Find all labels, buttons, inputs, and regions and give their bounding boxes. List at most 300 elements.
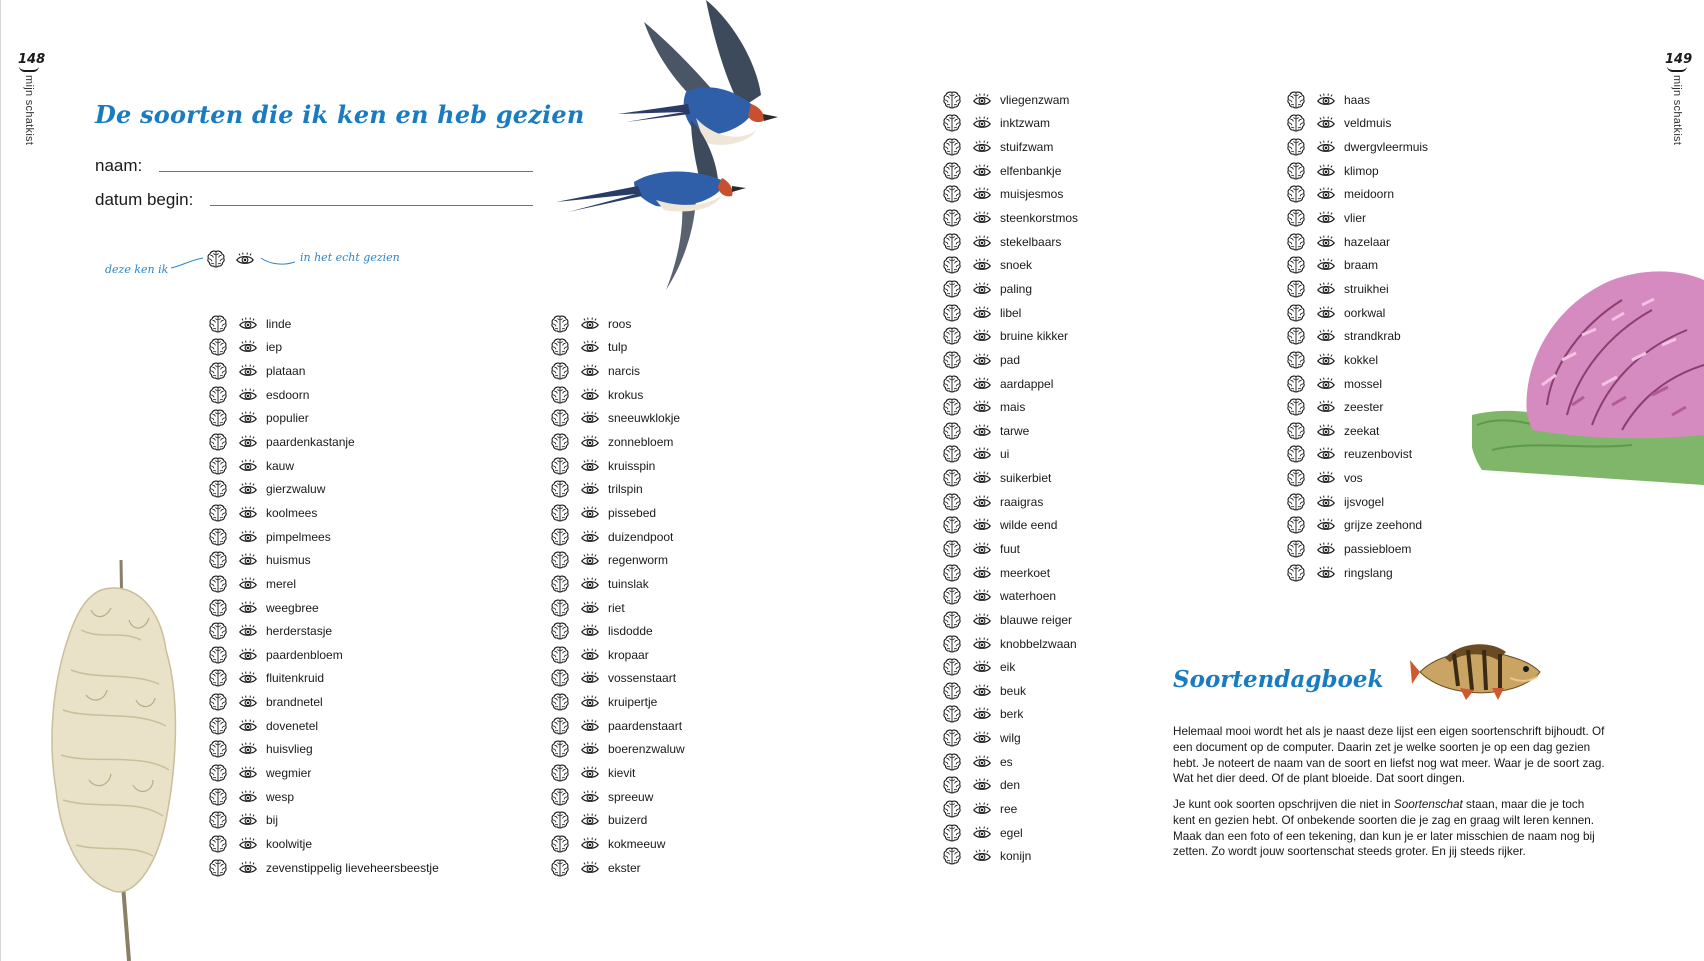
eye-icon[interactable]: [1316, 397, 1336, 417]
brain-icon[interactable]: [550, 361, 570, 381]
eye-icon[interactable]: [972, 752, 992, 772]
cottongrass-illustration: [41, 560, 191, 961]
brain-icon[interactable]: [208, 645, 228, 665]
brain-icon[interactable]: [942, 539, 962, 559]
eye-icon[interactable]: [972, 539, 992, 559]
brain-icon[interactable]: [208, 621, 228, 641]
eye-icon[interactable]: [238, 692, 258, 712]
eye-icon[interactable]: [580, 763, 600, 783]
diary-paragraph-2: [1173, 797, 1608, 860]
brain-icon[interactable]: [942, 586, 962, 606]
brain-icon[interactable]: [208, 858, 228, 878]
species-row: [550, 738, 685, 762]
eye-icon[interactable]: [1316, 421, 1336, 441]
species-row: [942, 301, 1078, 325]
eye-icon[interactable]: [1316, 137, 1336, 157]
brain-icon[interactable]: [1286, 421, 1306, 441]
brain-icon[interactable]: [1286, 161, 1306, 181]
species-name: esdoorn: [266, 387, 310, 402]
species-name: ekster: [608, 860, 641, 875]
brain-icon[interactable]: [550, 858, 570, 878]
species-name: oorkwal: [1344, 305, 1386, 320]
eye-icon[interactable]: [972, 208, 992, 228]
species-list-column-1: [208, 312, 439, 879]
eye-icon[interactable]: [1316, 232, 1336, 252]
eye-icon[interactable]: [1316, 161, 1336, 181]
brain-icon[interactable]: [942, 161, 962, 181]
species-name: paardenstaart: [608, 718, 683, 733]
species-name: huismus: [266, 553, 311, 568]
eye-icon[interactable]: [580, 432, 600, 452]
brain-icon[interactable]: [208, 716, 228, 736]
eye-icon[interactable]: [972, 184, 992, 204]
brain-icon[interactable]: [550, 716, 570, 736]
eye-icon[interactable]: [972, 823, 992, 843]
eye-icon[interactable]: [972, 468, 992, 488]
species-name: stekelbaars: [1000, 234, 1062, 249]
species-name: ree: [1000, 802, 1018, 817]
species-row: [208, 359, 439, 383]
species-name: klimop: [1344, 163, 1379, 178]
brain-icon[interactable]: [1286, 208, 1306, 228]
brain-icon[interactable]: [942, 610, 962, 630]
eye-icon[interactable]: [238, 834, 258, 854]
eye-icon[interactable]: [238, 787, 258, 807]
brain-icon[interactable]: [1286, 184, 1306, 204]
eye-icon[interactable]: [238, 621, 258, 641]
species-name: regenworm: [608, 553, 669, 568]
species-row: [942, 253, 1078, 277]
eye-icon[interactable]: [972, 775, 992, 795]
brain-icon[interactable]: [550, 527, 570, 547]
species-row: [208, 619, 439, 643]
eye-icon[interactable]: [238, 408, 258, 428]
eye-icon[interactable]: [580, 337, 600, 357]
brain-icon[interactable]: [550, 503, 570, 523]
eye-icon[interactable]: [580, 668, 600, 688]
legend-know-label: deze ken ik: [105, 263, 169, 276]
brain-icon[interactable]: [942, 279, 962, 299]
brain-icon[interactable]: [550, 574, 570, 594]
species-row: [942, 490, 1078, 514]
species-row: [942, 845, 1078, 869]
eye-icon[interactable]: [238, 716, 258, 736]
eye-icon[interactable]: [238, 598, 258, 618]
species-row: [942, 821, 1078, 845]
species-name: strandkrab: [1344, 329, 1401, 344]
brain-icon[interactable]: [550, 645, 570, 665]
eye-icon[interactable]: [238, 361, 258, 381]
brain-icon[interactable]: [550, 810, 570, 830]
eye-icon[interactable]: [972, 161, 992, 181]
eye-icon[interactable]: [972, 444, 992, 464]
eye-icon[interactable]: [972, 610, 992, 630]
species-name: steenkorstmos: [1000, 211, 1079, 226]
species-name: zeester: [1344, 400, 1384, 415]
eye-icon[interactable]: [238, 503, 258, 523]
eye-icon[interactable]: [972, 799, 992, 819]
name-field[interactable]: [159, 171, 533, 172]
brain-icon[interactable]: [550, 385, 570, 405]
species-row: [1286, 561, 1428, 585]
eye-icon[interactable]: [580, 456, 600, 476]
brain-icon[interactable]: [942, 137, 962, 157]
brain-icon[interactable]: [1286, 137, 1306, 157]
eye-icon[interactable]: [1316, 444, 1336, 464]
species-name: ui: [1000, 447, 1010, 462]
eye-icon[interactable]: [972, 255, 992, 275]
brain-icon[interactable]: [1286, 90, 1306, 110]
species-name: snoek: [1000, 258, 1033, 273]
brain-icon[interactable]: [208, 527, 228, 547]
brain-icon[interactable]: [550, 834, 570, 854]
brain-icon[interactable]: [942, 397, 962, 417]
diary-paragraph-2-after: staan, maar die je toch kent en gezien hebt. Of onbekende soorten die je zag en graag wilt leren kennen. Maak dan een foto of een tekening, dan kun je er later misschien de naam nog bij zetten. Zo wordt jouw soortenschat steeds groter. En jij steeds rijker.: [1173, 798, 1595, 859]
brain-icon[interactable]: [942, 846, 962, 866]
species-name: pimpelmees: [266, 529, 331, 544]
brain-icon[interactable]: [942, 326, 962, 346]
eye-icon[interactable]: [972, 113, 992, 133]
brain-icon[interactable]: [942, 90, 962, 110]
eye-icon[interactable]: [1316, 350, 1336, 370]
eye-icon[interactable]: [580, 385, 600, 405]
brain-icon[interactable]: [1286, 350, 1306, 370]
brain-icon[interactable]: [208, 574, 228, 594]
species-name: lisdodde: [608, 624, 653, 639]
brain-icon[interactable]: [208, 432, 228, 452]
eye-icon[interactable]: [238, 810, 258, 830]
brain-icon[interactable]: [1286, 515, 1306, 535]
eye-icon[interactable]: [972, 563, 992, 583]
eye-icon[interactable]: [580, 550, 600, 570]
brain-icon[interactable]: [208, 408, 228, 428]
eye-icon[interactable]: [580, 787, 600, 807]
brain-icon[interactable]: [942, 823, 962, 843]
brain-icon[interactable]: [550, 763, 570, 783]
eye-icon[interactable]: [238, 739, 258, 759]
brain-icon[interactable]: [942, 657, 962, 677]
eye-icon[interactable]: [1316, 184, 1336, 204]
eye-icon[interactable]: [972, 397, 992, 417]
species-name: suikerbiet: [1000, 471, 1052, 486]
species-row: [942, 584, 1078, 608]
diary-paragraph-2-before: Je kunt ook soorten opschrijven die niet in: [1173, 798, 1394, 811]
brain-icon[interactable]: [1286, 374, 1306, 394]
species-row: [208, 808, 439, 832]
eye-icon[interactable]: [972, 586, 992, 606]
brain-icon[interactable]: [942, 775, 962, 795]
eye-icon[interactable]: [1316, 563, 1336, 583]
species-row: [942, 561, 1078, 585]
eye-icon[interactable]: [972, 90, 992, 110]
species-name: kruipertje: [608, 695, 658, 710]
eye-icon[interactable]: [972, 137, 992, 157]
brain-icon[interactable]: [550, 314, 570, 334]
eye-icon[interactable]: [972, 846, 992, 866]
eye-icon[interactable]: [1316, 208, 1336, 228]
brain-icon[interactable]: [208, 787, 228, 807]
brain-icon[interactable]: [208, 503, 228, 523]
species-row: [942, 159, 1078, 183]
species-name: inktzwam: [1000, 116, 1051, 131]
eye-icon[interactable]: [580, 621, 600, 641]
species-row: [550, 359, 685, 383]
species-row: [208, 548, 439, 572]
brain-icon[interactable]: [208, 810, 228, 830]
eye-icon[interactable]: [238, 574, 258, 594]
brain-icon[interactable]: [942, 350, 962, 370]
species-row: [1286, 372, 1428, 396]
species-name: vossenstaart: [608, 671, 677, 686]
eye-icon[interactable]: [972, 279, 992, 299]
eye-icon[interactable]: [972, 657, 992, 677]
eye-icon[interactable]: [580, 645, 600, 665]
eye-icon[interactable]: [1316, 279, 1336, 299]
brain-icon[interactable]: [550, 621, 570, 641]
eye-icon[interactable]: [1316, 515, 1336, 535]
eye-icon[interactable]: [1316, 374, 1336, 394]
brain-icon[interactable]: [208, 385, 228, 405]
brain-icon[interactable]: [550, 787, 570, 807]
eye-icon[interactable]: [580, 716, 600, 736]
brain-icon[interactable]: [1286, 468, 1306, 488]
eye-icon[interactable]: [1316, 539, 1336, 559]
species-name: zonnebloem: [608, 435, 674, 450]
eye-icon[interactable]: [238, 668, 258, 688]
start-date-field[interactable]: [210, 205, 533, 206]
brain-icon[interactable]: [1286, 255, 1306, 275]
eye-icon[interactable]: [1316, 326, 1336, 346]
brain-icon[interactable]: [942, 728, 962, 748]
eye-icon[interactable]: [580, 574, 600, 594]
brain-icon[interactable]: [942, 113, 962, 133]
brain-icon[interactable]: [942, 184, 962, 204]
eye-icon[interactable]: [972, 681, 992, 701]
brain-icon[interactable]: [942, 563, 962, 583]
eye-icon[interactable]: [580, 479, 600, 499]
eye-icon[interactable]: [580, 834, 600, 854]
eye-icon[interactable]: [580, 810, 600, 830]
species-row: [550, 430, 685, 454]
species-name: ijsvogel: [1344, 494, 1385, 509]
brain-icon[interactable]: [1286, 539, 1306, 559]
eye-icon[interactable]: [972, 634, 992, 654]
brain-icon[interactable]: [1286, 563, 1306, 583]
eye-icon[interactable]: [238, 385, 258, 405]
brain-icon[interactable]: [550, 479, 570, 499]
species-row: [942, 750, 1078, 774]
species-row: [208, 312, 439, 336]
species-name: duizendpoot: [608, 529, 674, 544]
species-name: fluitenkruid: [266, 671, 325, 686]
species-row: [1286, 206, 1428, 230]
species-row: [208, 525, 439, 549]
species-row: [550, 572, 685, 596]
species-name: beuk: [1000, 683, 1027, 698]
species-row: [550, 336, 685, 360]
eye-icon[interactable]: [580, 503, 600, 523]
eye-icon: [235, 249, 255, 269]
brain-icon[interactable]: [550, 668, 570, 688]
species-name: koolwitje: [266, 836, 313, 851]
species-list-column-2: [550, 312, 685, 879]
brain-icon[interactable]: [942, 634, 962, 654]
species-row: [550, 501, 685, 525]
eye-icon[interactable]: [580, 314, 600, 334]
eye-icon[interactable]: [972, 232, 992, 252]
brain-icon[interactable]: [550, 598, 570, 618]
eye-icon[interactable]: [1316, 492, 1336, 512]
species-name: brandnetel: [266, 695, 323, 710]
eye-icon[interactable]: [580, 598, 600, 618]
species-name: riet: [608, 600, 625, 615]
brain-icon[interactable]: [942, 704, 962, 724]
brain-icon[interactable]: [208, 692, 228, 712]
brain-icon[interactable]: [942, 752, 962, 772]
brain-icon[interactable]: [942, 681, 962, 701]
brain-icon[interactable]: [208, 550, 228, 570]
brain-icon[interactable]: [942, 208, 962, 228]
eye-icon[interactable]: [972, 350, 992, 370]
species-name: paardenbloem: [266, 647, 343, 662]
brain-icon[interactable]: [550, 456, 570, 476]
species-name: elfenbankje: [1000, 163, 1062, 178]
brain-icon[interactable]: [550, 692, 570, 712]
eye-icon[interactable]: [1316, 90, 1336, 110]
brain-icon[interactable]: [208, 456, 228, 476]
species-row: [208, 738, 439, 762]
species-name: konijn: [1000, 849, 1032, 864]
species-row: [550, 856, 685, 880]
species-row: [1286, 490, 1428, 514]
brain-icon[interactable]: [208, 598, 228, 618]
brain-icon[interactable]: [942, 232, 962, 252]
brain-icon[interactable]: [942, 421, 962, 441]
species-name: blauwe reiger: [1000, 612, 1073, 627]
eye-icon[interactable]: [238, 337, 258, 357]
species-row: [942, 632, 1078, 656]
species-name: koolmees: [266, 505, 318, 520]
brain-icon[interactable]: [1286, 444, 1306, 464]
species-row: [550, 548, 685, 572]
brain-icon[interactable]: [942, 255, 962, 275]
eye-icon[interactable]: [580, 527, 600, 547]
eye-icon[interactable]: [238, 645, 258, 665]
eye-icon[interactable]: [238, 527, 258, 547]
species-name: bruine kikker: [1000, 329, 1069, 344]
brain-icon[interactable]: [208, 337, 228, 357]
brain-icon[interactable]: [1286, 326, 1306, 346]
eye-icon[interactable]: [972, 374, 992, 394]
species-name: waterhoen: [1000, 589, 1057, 604]
brain-icon[interactable]: [550, 550, 570, 570]
species-name: den: [1000, 778, 1021, 793]
brain-icon[interactable]: [208, 739, 228, 759]
eye-icon[interactable]: [238, 456, 258, 476]
brain-icon[interactable]: [208, 668, 228, 688]
species-row: [942, 774, 1078, 798]
species-row: [942, 679, 1078, 703]
eye-icon[interactable]: [972, 421, 992, 441]
brain-icon[interactable]: [208, 361, 228, 381]
species-name: zeekat: [1344, 423, 1380, 438]
species-row: [1286, 324, 1428, 348]
brain-icon[interactable]: [550, 739, 570, 759]
eye-icon[interactable]: [972, 326, 992, 346]
brain-icon[interactable]: [208, 763, 228, 783]
brain-icon[interactable]: [1286, 492, 1306, 512]
brain-icon[interactable]: [1286, 113, 1306, 133]
eye-icon[interactable]: [972, 728, 992, 748]
eye-icon[interactable]: [1316, 468, 1336, 488]
species-row: [942, 726, 1078, 750]
eye-icon[interactable]: [580, 858, 600, 878]
species-name: trilspin: [608, 482, 643, 497]
species-row: [1286, 159, 1428, 183]
species-row: [208, 856, 439, 880]
species-name: stuifzwam: [1000, 140, 1054, 155]
species-name: pissebed: [608, 505, 657, 520]
eye-icon[interactable]: [1316, 303, 1336, 323]
eye-icon[interactable]: [238, 763, 258, 783]
species-row: [942, 348, 1078, 372]
eye-icon[interactable]: [972, 492, 992, 512]
brain-icon[interactable]: [208, 479, 228, 499]
species-name: fuut: [1000, 541, 1021, 556]
brain-icon[interactable]: [942, 468, 962, 488]
brain-icon[interactable]: [208, 834, 228, 854]
brain-icon[interactable]: [942, 444, 962, 464]
brain-icon[interactable]: [550, 432, 570, 452]
eye-icon[interactable]: [1316, 113, 1336, 133]
eye-icon[interactable]: [972, 704, 992, 724]
brain-icon[interactable]: [550, 337, 570, 357]
brain-icon[interactable]: [942, 515, 962, 535]
eye-icon[interactable]: [238, 550, 258, 570]
brain-icon[interactable]: [942, 374, 962, 394]
species-name: huisvlieg: [266, 742, 313, 757]
brain-icon[interactable]: [1286, 303, 1306, 323]
species-name: kievit: [608, 765, 636, 780]
eye-icon[interactable]: [238, 432, 258, 452]
eye-icon[interactable]: [580, 739, 600, 759]
species-name: vlier: [1344, 211, 1367, 226]
species-list-column-3: [942, 88, 1078, 868]
brain-icon[interactable]: [1286, 232, 1306, 252]
eye-icon[interactable]: [580, 692, 600, 712]
brain-icon[interactable]: [1286, 397, 1306, 417]
brain-icon[interactable]: [1286, 279, 1306, 299]
brain-icon[interactable]: [942, 303, 962, 323]
species-row: [208, 383, 439, 407]
eye-icon[interactable]: [580, 361, 600, 381]
brain-icon[interactable]: [208, 314, 228, 334]
brain-icon[interactable]: [942, 492, 962, 512]
species-name: berk: [1000, 707, 1024, 722]
eye-icon[interactable]: [580, 408, 600, 428]
species-row: [942, 372, 1078, 396]
brain-icon[interactable]: [550, 408, 570, 428]
eye-icon[interactable]: [238, 858, 258, 878]
species-row: [942, 655, 1078, 679]
species-row: [942, 395, 1078, 419]
eye-icon[interactable]: [1316, 255, 1336, 275]
eye-icon[interactable]: [972, 515, 992, 535]
eye-icon[interactable]: [972, 303, 992, 323]
eye-icon[interactable]: [238, 314, 258, 334]
eye-icon[interactable]: [238, 479, 258, 499]
brain-icon[interactable]: [942, 799, 962, 819]
